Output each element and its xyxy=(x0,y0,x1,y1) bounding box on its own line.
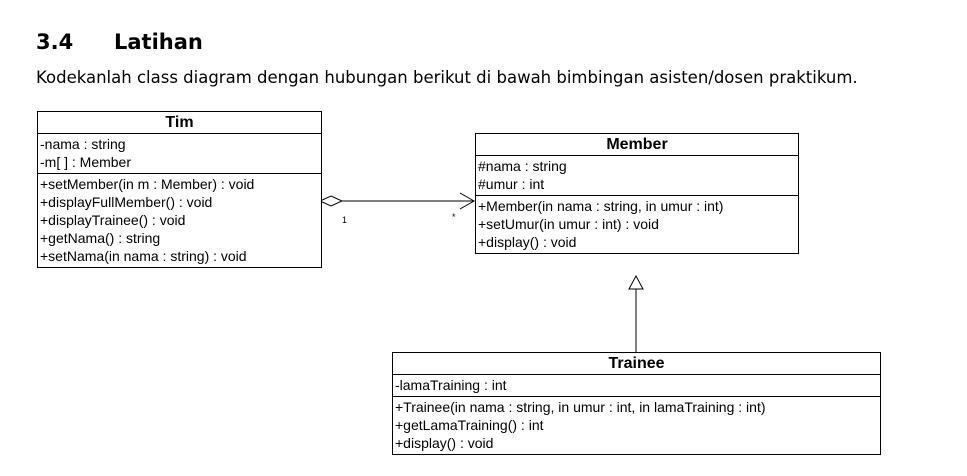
class-name: Tim xyxy=(38,112,321,134)
section-number: 3.4 xyxy=(36,30,74,54)
multiplicity-member: * xyxy=(452,212,456,222)
attributes-section xyxy=(393,375,880,396)
class-name: Trainee xyxy=(393,353,880,375)
aggregation-diamond xyxy=(320,196,342,206)
methods-section xyxy=(476,195,798,253)
method: +setMember(in m : Member) : void xyxy=(40,176,255,192)
aggregation-tim-member xyxy=(320,193,474,225)
section-instruction: Kodekanlah class diagram dengan hubungan berikut di bawah bimbingan asisten/dosen praktikum. xyxy=(36,68,858,87)
method: +display() : void xyxy=(395,435,494,451)
section-title: Latihan xyxy=(114,30,203,54)
attribute: -lamaTraining : int xyxy=(395,377,507,393)
generalization-triangle xyxy=(629,276,643,289)
class-member xyxy=(475,133,799,254)
method: +Member(in nama : string, in umur : int) xyxy=(478,198,724,214)
method: +Trainee(in nama : string, in umur : int, in lamaTraining : int) xyxy=(395,399,766,415)
multiplicity-tim: 1 xyxy=(342,215,348,225)
methods-section xyxy=(393,396,880,454)
attribute: -nama : string xyxy=(40,136,126,152)
method: +display() : void xyxy=(478,234,577,250)
method: +getLamaTraining() : int xyxy=(395,417,544,433)
generalization-trainee-member xyxy=(629,276,643,352)
method: +setNama(in nama : string) : void xyxy=(40,248,247,264)
attribute: #umur : int xyxy=(478,176,545,192)
method: +displayTrainee() : void xyxy=(40,212,186,228)
class-tim xyxy=(37,111,322,268)
methods-section xyxy=(38,173,321,267)
method: +getNama() : string xyxy=(40,230,161,246)
attribute: -m[ ] : Member xyxy=(40,154,132,170)
method: +displayFullMember() : void xyxy=(40,194,213,210)
class-trainee xyxy=(392,352,881,455)
attribute: #nama : string xyxy=(478,158,567,174)
attributes-section xyxy=(38,134,321,173)
class-name: Member xyxy=(476,134,798,156)
method: +setUmur(in umur : int) : void xyxy=(478,216,659,232)
attributes-section xyxy=(476,156,798,195)
